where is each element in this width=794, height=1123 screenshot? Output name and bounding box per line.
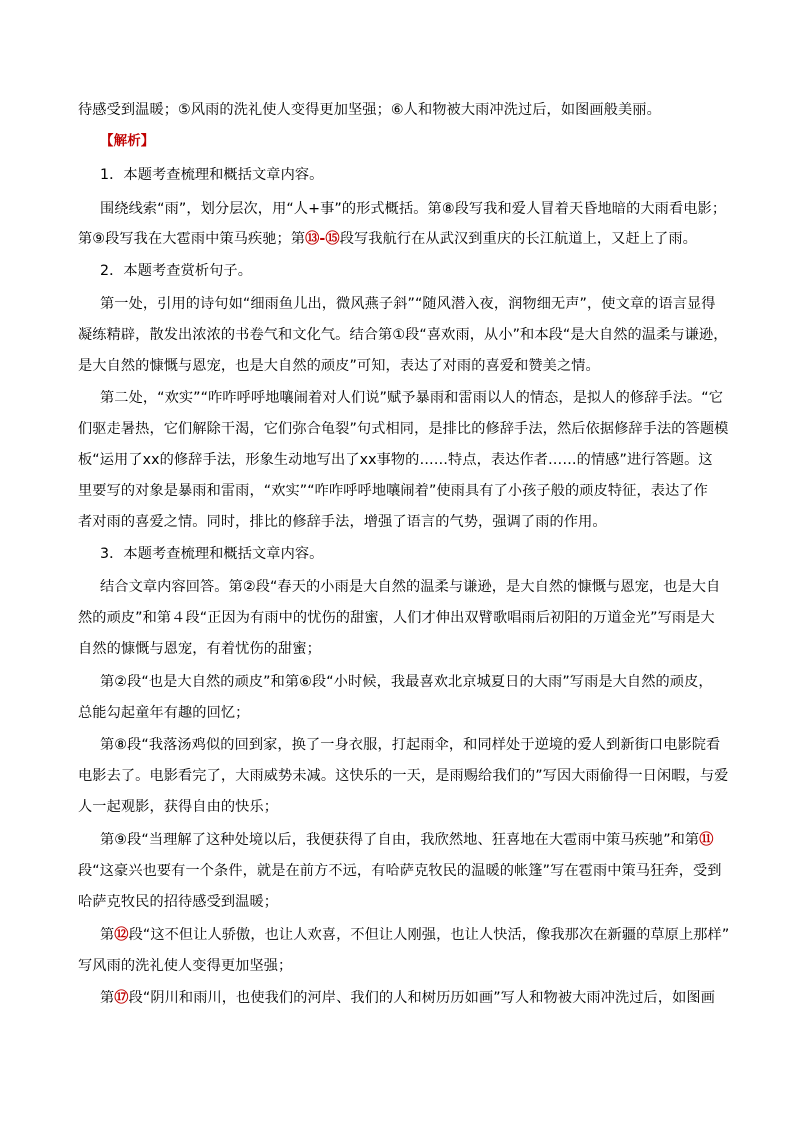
highlight-text: ⑫ <box>114 927 129 943</box>
text-segment: 凝练精辟，散发出浓浓的书卷气和文化气。结合第①段“喜欢雨，从小”和本段“是大自然的温柔与谦逊， <box>78 327 728 343</box>
text-line <box>0 195 794 223</box>
text-segment: 第⑨段写我在大雹雨中策马疾驰；第 <box>78 231 306 247</box>
text-segment: 是大自然的慷慨与恩宠，也是大自然的顽皮”可知，表达了对雨的喜爱和赞美之情。 <box>78 358 600 374</box>
text-segment: 3．本题考查梳理和概括文章内容。 <box>100 546 324 562</box>
text-segment: 第⑧段“我落汤鸡似的回到家，换了一身衣服，打起雨伞，和同样处于逆境的爱人到新街口电影院看 <box>100 737 721 753</box>
text-line <box>0 384 794 412</box>
question-3-heading <box>0 540 794 568</box>
text-segment: 段“阴川和雨川，也使我们的河岸、我们的人和树历历如画”写人和物被大雨冲洗过后，如图画 <box>128 990 715 1006</box>
text-line <box>0 826 794 854</box>
text-segment: 写风雨的洗礼使人变得更加坚强； <box>78 958 293 974</box>
text-line <box>0 921 794 949</box>
text-segment: 第 <box>100 927 115 943</box>
text-segment: 第二处，“欢实”“咋咋呼呼地嚷闹着对人们说”赋予暴雨和雷雨以人的情态，是拟人的修辞手法。“它 <box>100 390 724 406</box>
highlight-text: ⑰ <box>114 990 129 1006</box>
text-line <box>0 508 794 536</box>
text-segment: 板“运用了xx的修辞手法，形象生动地写出了xx事物的……特点，表达作者……的情感”进行答题。这 <box>78 452 713 468</box>
text-segment: 第 <box>100 990 115 1006</box>
text-line <box>0 793 794 821</box>
text-segment: 第一处，引用的诗句如“细雨鱼儿出，微风燕子斜”“随风潜入夜，润物细无声”，使文章的语言显得 <box>100 296 716 312</box>
text-line <box>0 290 794 318</box>
text-segment: 第②段“也是大自然的顽皮”和第⑥段“小时候，我最喜欢北京城夏日的大雨”写雨是大自然的顽皮， <box>100 674 713 690</box>
text-segment: 待感受到温暖；⑤风雨的洗礼使人变得更加坚强；⑥人和物被大雨冲洗过后，如图画般美丽。 <box>78 102 661 118</box>
text-line <box>0 731 794 759</box>
text-segment: 总能勾起童年有趣的回忆； <box>78 705 250 721</box>
text-segment: 段“这豪兴也要有一个条件，就是在前方不远，有哈萨克牧民的温暖的帐篷”写在雹雨中策马狂奔，受到 <box>78 863 722 879</box>
text-line <box>0 699 794 727</box>
question-1-heading <box>0 161 794 189</box>
highlight-text: ⑬-⑮ <box>305 231 340 247</box>
text-segment: 然的顽皮”和第４段“正因为有雨中的忧伤的甜蜜，人们才伸出双臂歌唱雨后初阳的万道金光”写雨是大 <box>78 610 715 626</box>
text-segment: 1．本题考查梳理和概括文章内容。 <box>100 167 324 183</box>
text-segment: 里要写的对象是暴雨和雷雨，“欢实”“咋咋呼呼地嚷闹着”使雨具有了小孩子般的顽皮特征，表达了作 <box>78 483 708 499</box>
highlight-text: 【解析】 <box>100 133 155 149</box>
text-line <box>0 446 794 474</box>
text-line <box>0 952 794 980</box>
text-segment: 段“这不但让人骄傲，也让人欢喜，不但让人刚强，也让人快活，像我那次在新疆的草原上那样” <box>128 927 730 943</box>
highlight-text: ⑪ <box>699 832 714 848</box>
text-line <box>0 321 794 349</box>
text-line <box>0 415 794 443</box>
text-line <box>0 857 794 885</box>
text-line <box>0 477 794 505</box>
text-segment: 第⑨段“当理解了这种处境以后，我便获得了自由，我欣然地、狂喜地在大雹雨中策马疾驰”和第 <box>100 832 700 848</box>
text-segment: 结合文章内容回答。第②段“春天的小雨是大自然的温柔与谦逊，是大自然的慷慨与恩宠，也是大自 <box>100 579 721 595</box>
analysis-heading <box>0 127 794 155</box>
text-segment: 电影去了。电影看完了，大雨威势未减。这快乐的一天，是雨赐给我们的”写因大雨偷得一日闲暇，与爱 <box>78 768 729 784</box>
text-segment: 人一起观影，获得自由的快乐； <box>78 799 279 815</box>
text-segment: 自然的慷慨与恩宠，有着忧伤的甜蜜； <box>78 641 321 657</box>
text-segment: 者对雨的喜爱之情。同时，排比的修辞手法，增强了语言的气势，强调了雨的作用。 <box>78 514 607 530</box>
text-line <box>0 668 794 696</box>
text-line <box>0 762 794 790</box>
text-line <box>0 225 794 253</box>
text-line <box>0 635 794 663</box>
text-line <box>0 352 794 380</box>
text-segment: 段写我航行在从武汉到重庆的长江航道上，又赶上了雨。 <box>339 231 697 247</box>
text-line <box>0 888 794 916</box>
text-line <box>0 96 794 124</box>
question-2-heading <box>0 257 794 285</box>
text-segment: 们驱走暑热，它们解除干渴，它们弥合龟裂”句式相同，是排比的修辞手法，然后依据修辞手法的答题模 <box>78 421 729 437</box>
text-segment: 哈萨克牧民的招待感受到温暖； <box>78 894 279 910</box>
text-segment: 围绕线索“雨”，划分层次，用“人+事”的形式概括。第⑧段写我和爱人冒着天昏地暗的大雨看电影； <box>100 201 727 217</box>
text-line <box>0 984 794 1012</box>
text-line <box>0 604 794 632</box>
text-segment: 2．本题考查赏析句子。 <box>100 263 253 279</box>
text-line <box>0 573 794 601</box>
